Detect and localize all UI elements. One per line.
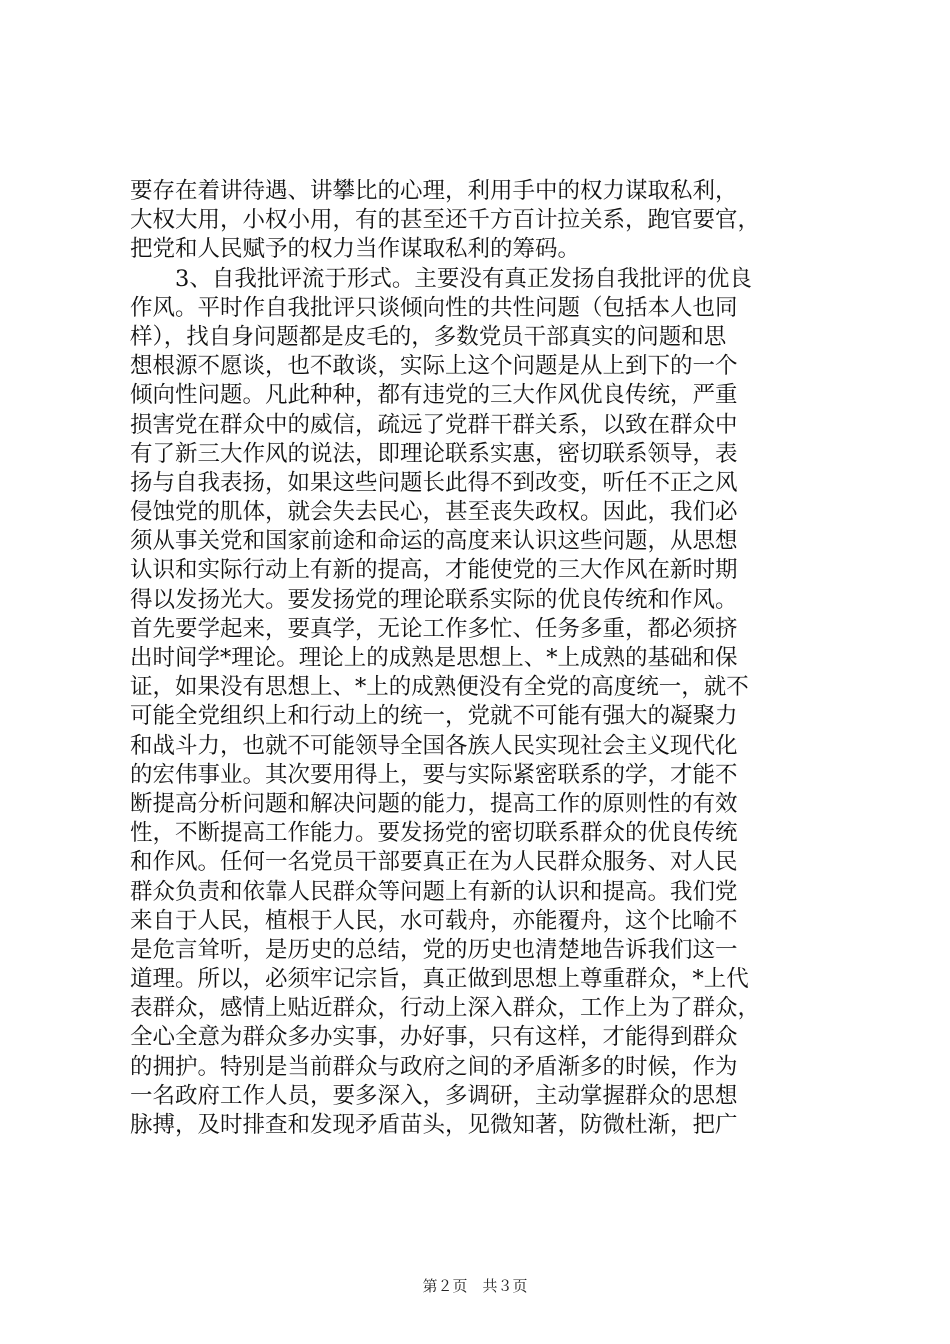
text-line: 群众负责和依靠人民群众等问题上有新的认识和提高。我们党 [130, 878, 738, 905]
text-line: 倾向性问题。凡此种种，都有违党的三大作风优良传统，严重 [130, 382, 738, 409]
text-line: 损害党在群众中的威信，疏远了党群干群关系，以致在群众中 [130, 411, 738, 438]
text-line: 侵蚀党的肌体，就会失去民心，甚至丧失政权。因此，我们必 [130, 499, 738, 526]
text-line: 脉搏，及时排查和发现矛盾苗头，见微知著，防微杜渐，把广 [130, 1112, 738, 1138]
text-line: 的宏伟事业。其次要用得上，要与实际紧密联系的学，才能不 [130, 761, 738, 788]
text-line: 一名政府工作人员，要多深入，多调研，主动掌握群众的思想 [130, 1082, 738, 1109]
text-line: 大权大用，小权小用，有的甚至还千方百计拉关系，跑官要官， [130, 207, 761, 234]
text-line: 证，如果没有思想上、*上的成熟便没有全党的高度统一，就不 [130, 674, 749, 701]
text-line: 出时间学*理论。理论上的成熟是思想上、*上成熟的基础和保 [130, 645, 738, 671]
text-line: 扬与自我表扬，如果这些问题长此得不到改变，听任不正之风 [130, 469, 738, 496]
text-line: 可能全党组织上和行动上的统一，党就不可能有强大的凝聚力 [130, 703, 738, 730]
text-line: 作风。平时作自我批评只谈倾向性的共性问题（包括本人也同 [130, 294, 738, 321]
text-line: 样），找自身问题都是皮毛的，多数党员干部真实的问题和思 [130, 323, 727, 350]
page-footer: 第２页 共３页 [422, 1277, 528, 1295]
text-line: 和作风。任何一名党员干部要真正在为人民群众服务、对人民 [130, 849, 738, 876]
text-line: 要存在着讲待遇、讲攀比的心理，利用手中的权力谋取私利， [130, 178, 738, 204]
text-line: 断提高分析问题和解决问题的能力，提高工作的原则性的有效 [130, 790, 738, 817]
text-line: 把党和人民赋予的权力当作谋取私利的筹码。 [130, 236, 581, 263]
text-line: 表群众，感情上贴近群众，行动上深入群众，工作上为了群众， [130, 995, 761, 1022]
text-line: 来自于人民，植根于人民，水可载舟，亦能覆舟，这个比喻不 [130, 907, 738, 934]
text-line: 认识和实际行动上有新的提高，才能使党的三大作风在新时期 [130, 557, 738, 584]
text-line: 是危言耸听，是历史的总结，党的历史也清楚地告诉我们这一 [130, 936, 738, 963]
text-line: 的拥护。特别是当前群众与政府之间的矛盾渐多的时候，作为 [130, 1053, 738, 1080]
text-line: 3、自我批评流于形式。主要没有真正发扬自我批评的优良 [130, 265, 752, 292]
text-line: 全心全意为群众多办实事，办好事，只有这样，才能得到群众 [130, 1024, 738, 1051]
text-line: 性，不断提高工作能力。要发扬党的密切联系群众的优良传统 [130, 820, 738, 847]
text-line: 首先要学起来，要真学，无论工作多忙、任务多重，都必须挤 [130, 615, 738, 642]
body-text [130, 177, 830, 1140]
text-line: 得以发扬光大。要发扬党的理论联系实际的优良传统和作风。 [130, 586, 738, 613]
text-line: 想根源不愿谈，也不敢谈，实际上这个问题是从上到下的一个 [130, 353, 738, 380]
text-line: 道理。所以，必须牢记宗旨，真正做到思想上尊重群众，*上代 [130, 966, 749, 993]
text-line: 须从事关党和国家前途和命运的高度来认识这些问题，从思想 [130, 528, 738, 555]
text-line: 有了新三大作风的说法，即理论联系实惠，密切联系领导，表 [130, 440, 738, 467]
text-line: 和战斗力，也就不可能领导全国各族人民实现社会主义现代化 [130, 732, 738, 759]
